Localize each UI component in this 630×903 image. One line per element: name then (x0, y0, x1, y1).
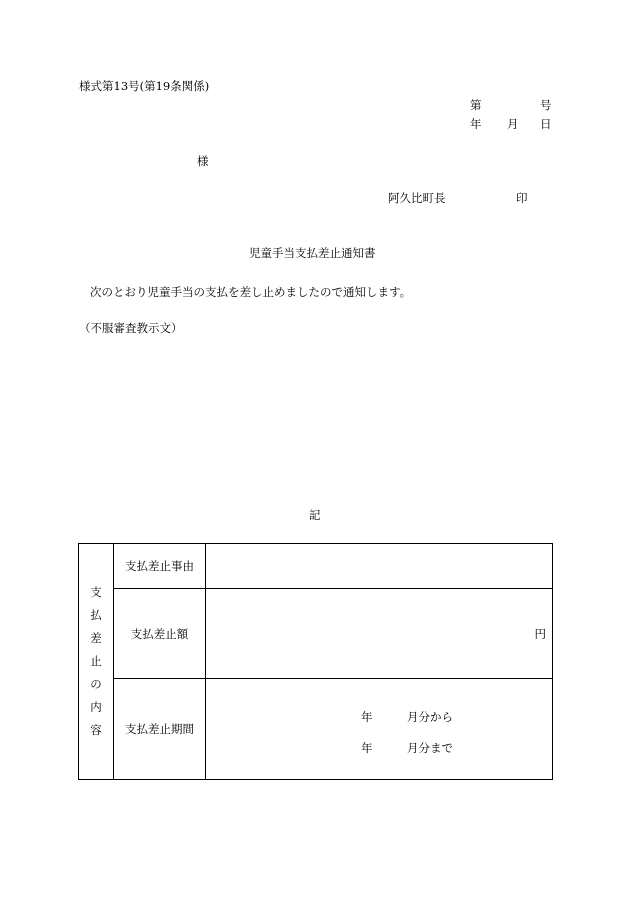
issuer-seal: 印 (516, 191, 528, 205)
details-table (78, 543, 553, 780)
side-char: 払 (90, 608, 102, 622)
amount-value[interactable] (206, 589, 553, 679)
period-from-month: 月分から (407, 710, 453, 724)
amount-label: 支払差止額 (114, 589, 206, 679)
period-to-year: 年 (361, 741, 373, 755)
issuer-title: 阿久比町長 (388, 191, 446, 205)
period-label: 支払差止期間 (114, 679, 206, 780)
side-char: 内 (90, 700, 102, 714)
date-day: 日 (540, 117, 552, 131)
doc-number-prefix: 第 (470, 98, 482, 112)
side-char: 止 (90, 654, 102, 668)
period-to-month: 月分まで (407, 741, 453, 755)
reason-value[interactable] (206, 544, 553, 589)
amount-unit: 円 (534, 626, 546, 641)
addressee-honorific: 様 (197, 154, 209, 168)
side-char: 容 (90, 723, 102, 737)
side-char: 支 (90, 585, 102, 599)
ki-label: 記 (309, 508, 321, 522)
body-text: 次のとおり児童手当の支払を差し止めましたので通知します。 (90, 285, 412, 299)
form-reference: 様式第13号(第19条関係) (79, 79, 210, 93)
period-to (361, 740, 453, 756)
side-char: の (90, 677, 102, 691)
date-month: 月 (507, 117, 519, 131)
doc-number-suffix: 号 (540, 98, 552, 112)
document-title: 児童手当支払差止通知書 (249, 246, 376, 260)
period-value[interactable] (206, 679, 553, 780)
side-char: 差 (90, 631, 102, 645)
reason-label: 支払差止事由 (114, 544, 206, 589)
date-year: 年 (470, 117, 482, 131)
appeal-note: （不服審査教示文） (79, 321, 183, 335)
period-from-year: 年 (361, 710, 373, 724)
period-from (361, 709, 453, 725)
side-header (79, 544, 114, 780)
